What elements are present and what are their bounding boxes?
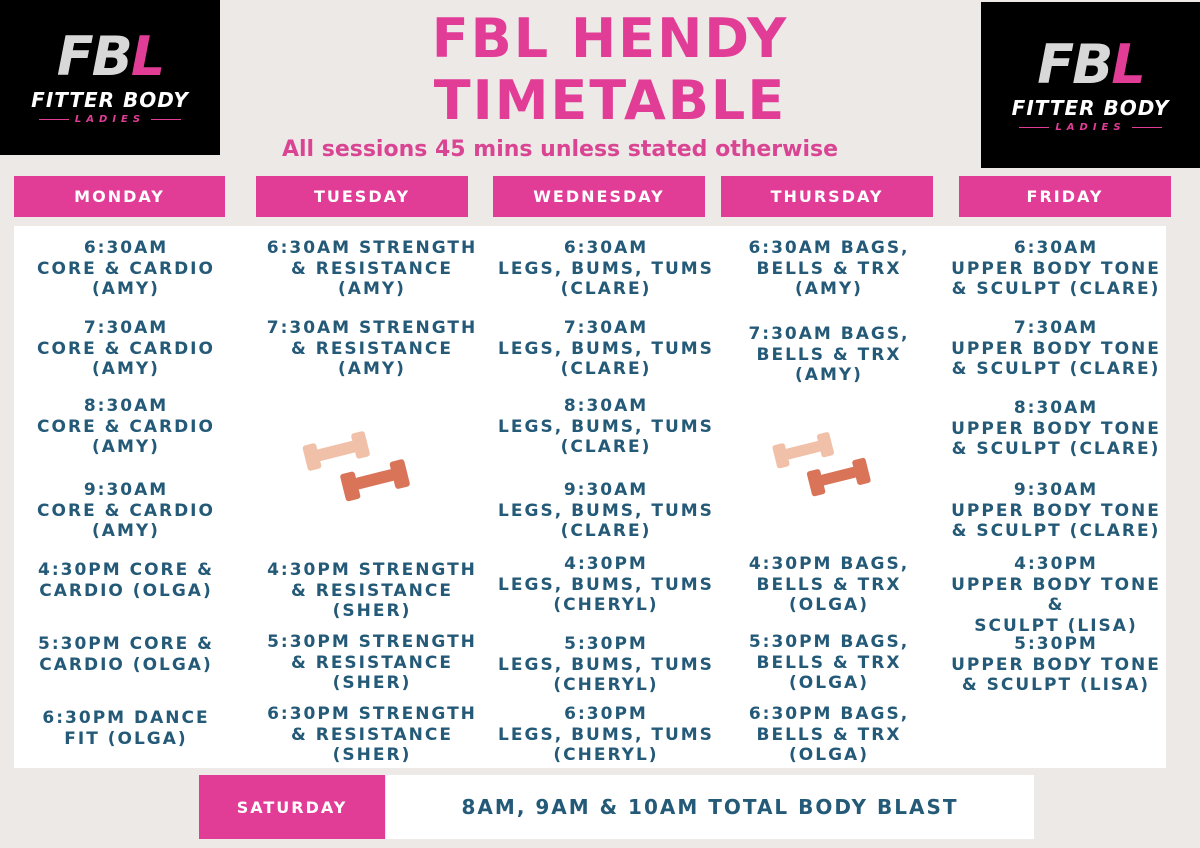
session-wednesday-2 [493,318,719,380]
session-line: 7:30AM [83,318,169,338]
session-line: (AMY) [92,437,160,457]
session-line: (AMY) [92,521,160,541]
session-line: LEGS, BUMS, TUMS [498,574,714,595]
session-line: BELLS & TRX [756,258,902,279]
day-header-wednesday: WEDNESDAY [493,176,705,217]
session-line: 4:30PM STRENGTH [267,560,477,580]
session-line: (AMY) [92,279,160,299]
session-line: BELLS & TRX [756,652,902,673]
session-friday-3 [942,398,1170,460]
day-header-saturday: SATURDAY [199,775,385,839]
session-line: UPPER BODY TONE [951,654,1161,675]
session-line: (OLGA) [789,673,869,693]
session-line: 5:30PM BAGS, [748,632,910,652]
session-line: BELLS & TRX [756,344,902,365]
session-wednesday-4 [493,480,719,542]
fbl-mark: FBL [56,25,164,88]
session-line: 5:30PM CORE & [38,634,214,654]
session-line: 9:30AM [83,480,169,500]
session-line: & SCULPT (CLARE) [951,439,1161,459]
session-line: 7:30AM [1013,318,1099,338]
session-line: 7:30AM STRENGTH [266,318,478,338]
session-line: (AMY) [795,365,863,385]
session-friday-4 [942,480,1170,542]
session-line: 7:30AM [563,318,649,338]
session-line: (CHERYL) [553,675,659,695]
session-line: (AMY) [338,359,406,379]
session-monday-5 [14,560,238,601]
session-line: CARDIO (OLGA) [39,654,213,675]
session-line: (CLARE) [560,437,652,457]
logo-sub: LADIES [1019,122,1161,133]
logo-sub: LADIES [39,114,181,125]
session-line: (AMY) [795,279,863,299]
session-line: (CLARE) [560,279,652,299]
session-monday-1 [14,238,238,300]
session-monday-2 [14,318,238,380]
fbl-mark: FBL [1037,32,1144,96]
session-line: (SHER) [332,601,412,621]
session-line: UPPER BODY TONE [951,258,1161,279]
session-line: (AMY) [92,359,160,379]
session-line: & SCULPT (CLARE) [951,521,1161,541]
session-tuesday-5 [256,704,488,766]
session-line: 6:30AM BAGS, [748,238,910,258]
session-thursday-2 [721,324,937,386]
session-line: (CLARE) [560,359,652,379]
session-line: (OLGA) [789,745,869,765]
logo-name: FITTER BODY [1011,95,1170,120]
session-line: 6:30AM STRENGTH [266,238,478,258]
session-line: (CHERYL) [553,745,659,765]
session-line: 8:30AM [1013,398,1099,418]
session-monday-6 [14,634,238,675]
session-line: 4:30PM [564,554,648,574]
session-line: & RESISTANCE [290,724,453,745]
fitter-body-ladies-logo [0,0,220,155]
session-line: FIT (OLGA) [64,728,188,749]
session-line: 5:30PM STRENGTH [267,632,477,652]
session-wednesday-5 [493,554,719,616]
session-line: 6:30PM [564,704,648,724]
session-line: 9:30AM [563,480,649,500]
session-line: BELLS & TRX [756,574,902,595]
session-thursday-1 [721,238,937,300]
session-line: 8:30AM [83,396,169,416]
day-header-tuesday: TUESDAY [256,176,468,217]
session-line: 4:30PM [1014,554,1098,574]
session-line: BELLS & TRX [756,724,902,745]
session-line: LEGS, BUMS, TUMS [498,654,714,675]
page-title: FBL HENDY TIMETABLE [431,7,789,132]
session-line: 5:30PM [1014,634,1098,654]
session-monday-4 [14,480,238,542]
session-thursday-5 [721,704,937,766]
dumbbells-icon [770,428,880,500]
session-tuesday-2 [256,318,488,380]
session-wednesday-7 [493,704,719,766]
session-line: 6:30AM [1013,238,1099,258]
session-thursday-3 [721,554,937,616]
session-wednesday-3 [493,396,719,458]
session-line: LEGS, BUMS, TUMS [498,500,714,521]
session-line: & SCULPT (LISA) [961,675,1151,695]
session-line: SCULPT (LISA) [974,615,1138,636]
session-line: LEGS, BUMS, TUMS [498,258,714,279]
session-line: 6:30PM DANCE [42,708,210,728]
session-line: CORE & CARDIO [37,416,215,437]
session-line: UPPER BODY TONE [951,500,1161,521]
day-header-friday: FRIDAY [959,176,1171,217]
session-line: (AMY) [338,279,406,299]
page-subtitle: All sessions 45 mins unless stated otherwise [281,137,839,162]
session-line: (SHER) [332,745,412,765]
session-friday-1 [942,238,1170,300]
session-line: UPPER BODY TONE [951,418,1161,439]
session-line: 6:30AM [563,238,649,258]
session-tuesday-4 [256,632,488,694]
session-line: CORE & CARDIO [37,338,215,359]
session-line: 7:30AM BAGS, [748,324,910,344]
session-tuesday-3 [256,560,488,622]
session-line: 8:30AM [563,396,649,416]
session-line: & RESISTANCE [290,258,453,279]
session-line: (CHERYL) [553,595,659,615]
session-line: (OLGA) [789,595,869,615]
session-monday-3 [14,396,238,458]
session-line: (CLARE) [560,521,652,541]
session-thursday-4 [721,632,937,694]
session-line: 6:30AM [83,238,169,258]
session-line: LEGS, BUMS, TUMS [498,416,714,437]
session-line: & RESISTANCE [290,580,453,601]
session-line: 5:30PM [564,634,648,654]
session-line: (SHER) [332,673,412,693]
session-friday-2 [942,318,1170,380]
session-line: & SCULPT (CLARE) [951,359,1161,379]
day-header-monday: MONDAY [14,176,225,217]
session-line: LEGS, BUMS, TUMS [498,724,714,745]
day-header-thursday: THURSDAY [721,176,933,217]
session-line: CORE & CARDIO [37,258,215,279]
session-line: LEGS, BUMS, TUMS [498,338,714,359]
session-line: CARDIO (OLGA) [39,580,213,601]
session-line: & RESISTANCE [290,652,453,673]
session-line: & RESISTANCE [290,338,453,359]
session-line: 4:30PM CORE & [38,560,214,580]
session-wednesday-6 [493,634,719,696]
fitter-body-ladies-logo [981,2,1200,168]
logo-name: FITTER BODY [31,88,189,112]
session-monday-7 [14,708,238,749]
session-line: 6:30PM BAGS, [748,704,910,724]
dumbbells-icon [300,428,420,504]
session-friday-6 [942,634,1170,696]
session-line: UPPER BODY TONE & [951,574,1161,615]
session-wednesday-1 [493,238,719,300]
session-line: 9:30AM [1013,480,1099,500]
saturday-sessions: 8AM, 9AM & 10AM TOTAL BODY BLAST [386,775,1034,839]
session-line: UPPER BODY TONE [951,338,1161,359]
session-line: CORE & CARDIO [37,500,215,521]
session-line: 6:30PM STRENGTH [267,704,477,724]
session-line: 4:30PM BAGS, [748,554,910,574]
session-line: & SCULPT (CLARE) [951,279,1161,299]
session-tuesday-1 [256,238,488,300]
session-friday-5 [942,554,1170,636]
